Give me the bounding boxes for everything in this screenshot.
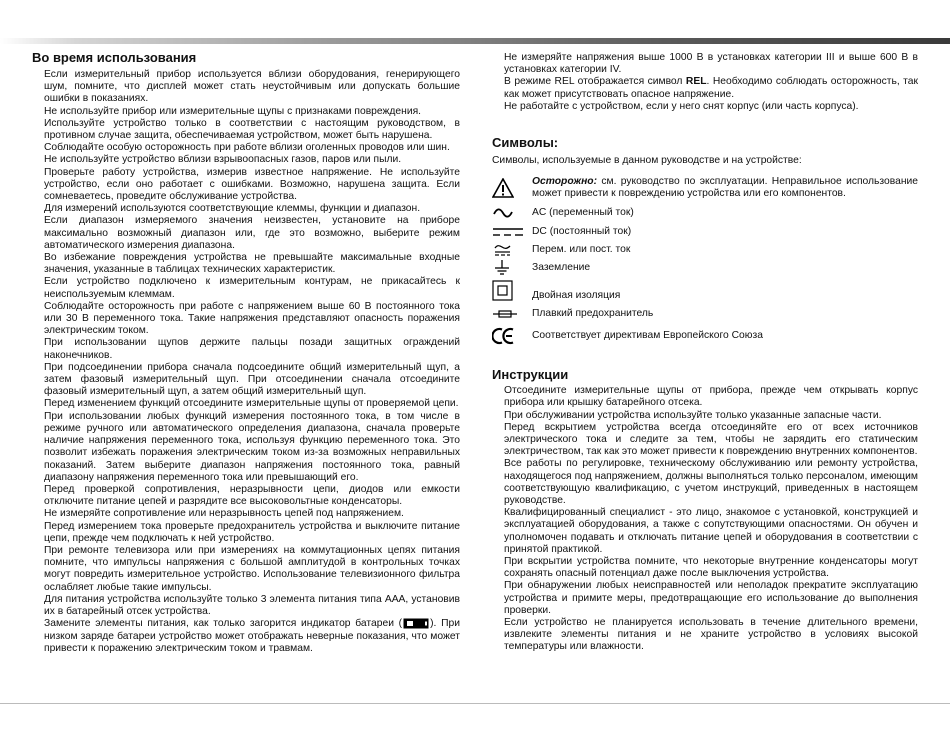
instruction-paragraph: Отсоедините измерительные щупы от прибора, прежде чем открывать корпус прибора или крышку батарейного отсека. bbox=[504, 385, 918, 409]
section-heading-usage: Во время использования bbox=[32, 50, 197, 65]
instruction-paragraph: Перед вскрытием устройства всегда отсоединяйте его от всех источников электрического тока и следите за тем, чтобы не зарядить его статическим электричеством, так как это может привести к повреждению внутренних компонентов. bbox=[504, 421, 918, 458]
instruction-paragraph: Все работы по регулировке, техническому обслуживанию или ремонту устройства, находящегося под напряжением, должны выполняться только персоналом, имеющим соответствующую квалификацию, с учетом инструкций, приведенных в настоящем руководстве. bbox=[504, 458, 918, 507]
instruction-paragraph: При обнаружении любых неисправностей или неполадок прекратите эксплуатацию устройства и примите меры, предотвращающие его использование до выполнения проверки. bbox=[504, 580, 918, 616]
right-column bbox=[492, 52, 918, 654]
symbol-row bbox=[492, 223, 918, 241]
usage-paragraph: Используйте устройство только в соответствии с настоящим руководством, в противном случае защита, обеспечиваемая устройством, может быть нарушена. bbox=[44, 117, 460, 142]
warning-triangle-icon bbox=[492, 173, 532, 203]
symbol-label: Плавкий предохранитель bbox=[532, 308, 654, 320]
battery-low-icon bbox=[403, 618, 429, 629]
symbol-row bbox=[492, 241, 918, 259]
instruction-paragraph: Квалифицированный специалист - это лицо, знакомое с установкой, конструкцией и эксплуатацией оборудования, а также с сопутствующими опасностями. Он обучен и уполномочен подавать и отключать питание цепей и оборудования в соответствии с принятой практикой. bbox=[504, 507, 918, 555]
rel-symbol: REL bbox=[685, 76, 707, 88]
usage-paragraph: Перед изменением функций отсоедините измерительные щупы от проверяемой цепи. bbox=[44, 398, 459, 410]
voltage-paragraph: Не измеряйте напряжения выше 1000 В в установках категории III и выше 600 В в установках категории IV. bbox=[504, 52, 918, 76]
left-column bbox=[32, 50, 460, 655]
warning-text: см. руководство по эксплуатации. Неправильное использование может привести к повреждению устройства или его компонентов. bbox=[532, 176, 918, 200]
ce-mark-icon bbox=[492, 323, 532, 349]
usage-paragraph: Не используйте прибор или измерительные щупы с признаками повреждения. bbox=[44, 105, 422, 117]
ac-dc-icon bbox=[492, 241, 532, 259]
usage-paragraph: Для питания устройства используйте только 3 элемента питания типа AAA, установив их в батарейный отсек устройства. bbox=[44, 593, 460, 617]
symbol-row bbox=[492, 305, 918, 323]
rel-paragraph bbox=[492, 76, 918, 100]
instructions-paragraphs bbox=[492, 385, 918, 653]
instruction-paragraph: При вскрытии устройства помните, что некоторые внутренние конденсаторы могут сохранять опасный потенциал даже после выключения устройства. bbox=[504, 556, 918, 580]
symbols-intro: Символы, используемые в данном руководстве и на устройстве: bbox=[492, 155, 802, 167]
header-gradient-bar bbox=[0, 38, 950, 44]
symbol-row bbox=[492, 203, 918, 223]
rel-text-before: В режиме REL отображается символ bbox=[504, 76, 686, 88]
symbol-row bbox=[492, 323, 918, 349]
usage-paragraph: Перед проверкой сопротивления, неразрывности цепи, диодов или емкости отключите питание цепей и разрядите все высоковольтные конденсаторы. bbox=[44, 483, 460, 508]
symbol-label: Перем. или пост. ток bbox=[532, 244, 631, 256]
symbol-label: DC (постоянный ток) bbox=[532, 226, 632, 238]
usage-paragraph: Не измеряйте сопротивление или неразрывность цепей под напряжением. bbox=[44, 508, 404, 520]
warning-label: Осторожно: bbox=[532, 176, 598, 188]
symbol-row bbox=[492, 277, 918, 305]
usage-paragraph: Во избежание повреждения устройства не превышайте максимальные входные значения, указанные в таблицах технических характеристик. bbox=[44, 252, 460, 276]
usage-paragraphs bbox=[32, 69, 460, 655]
symbol-label: Заземление bbox=[532, 262, 591, 274]
symbol-label: Двойная изоляция bbox=[532, 290, 621, 302]
fuse-icon bbox=[492, 305, 532, 323]
usage-paragraph: Если диапазон измеряемого значения неизвестен, установите на приборе максимально возможный диапазон или, где это возможно, выберите режим автоматического измерения диапазона. bbox=[44, 215, 460, 251]
section-heading-symbols: Символы: bbox=[492, 135, 559, 151]
usage-paragraph: Соблюдайте осторожность при работе с напряжением выше 60 В постоянного тока или 30 В переменного тока. Такие напряжения представляют опасность поражения электрическим током. bbox=[44, 300, 460, 337]
ac-icon bbox=[492, 203, 532, 223]
usage-paragraph: При ремонте телевизора или при измерениях на коммутационных цепях питания помните, что импульсы напряжения с большой амплитудой в контрольных точках могут повредить измерительное устройство. Использование телевизионного фильтра ослабляет любые такие импульсы. bbox=[44, 544, 460, 593]
instruction-paragraph: При обслуживании устройства используйте только указанные запасные части. bbox=[504, 409, 882, 421]
instruction-paragraph: Если устройство не планируется использовать в течение длительного времени, извлеките элементы питания и не храните устройство в условиях высокой температуры или влажности. bbox=[504, 617, 918, 653]
symbol-label: AC (переменный ток) bbox=[532, 207, 634, 219]
usage-paragraph: При использовании щупов держите пальцы позади защитных ограждений наконечников. bbox=[44, 337, 460, 361]
usage-paragraph: Соблюдайте особую осторожность при работе вблизи оголенных проводов или шин. bbox=[44, 142, 450, 154]
rel-text-after: . Необходимо соблюдать осторожность, так как может присутствовать опасное напряжение. bbox=[504, 76, 918, 100]
battery-text-after: ). При низком заряде батареи устройство может отображать неверные показания, что может привести к поражению электрическим током и травмам. bbox=[44, 618, 461, 654]
symbol-row bbox=[492, 259, 918, 277]
symbol-label: Соответствует директивам Европейского Союза bbox=[532, 330, 763, 342]
battery-text-before: Замените элементы питания, как только загорится индикатор батареи ( bbox=[44, 618, 403, 630]
battery-paragraph bbox=[32, 618, 460, 655]
usage-paragraph: При использовании любых функций измерения постоянного тока, в том числе в режиме ручного или автоматического определения диапазона, сначала проверьте наличие напряжения переменного тока, используя функцию переменного тока. Это позволит избежать поражения электрическим током из-за возможных неправильных показаний. Затем выберите диапазон напряжения постоянного тока, равный диапазону напряжения переменного тока или превышающий его. bbox=[44, 410, 460, 483]
symbol-row-warning bbox=[492, 173, 918, 203]
usage-paragraph: Не используйте устройство вблизи взрывоопасных газов, паров или пыли. bbox=[44, 154, 402, 166]
footer-divider bbox=[0, 703, 950, 704]
section-heading-instructions: Инструкции bbox=[492, 367, 569, 383]
usage-paragraph: Если измерительный прибор используется вблизи оборудования, генерирующего шум, помните, что дисплей может стать неустойчивым или допускать большие ошибки в показаниях. bbox=[44, 69, 460, 105]
usage-paragraph: Для измерений используются соответствующие клеммы, функции и диапазон. bbox=[44, 203, 421, 215]
usage-paragraph: Перед измерением тока проверьте предохранитель устройства и выключите питание цепи, прежде чем подключать к ней устройство. bbox=[44, 520, 460, 544]
usage-paragraph: При подсоединении прибора сначала подсоедините общий измерительный щуп, а затем фазовый измерительный щуп. При отсоединении сначала отсоедините фазовый измерительный щуп, а затем общий измерительный щуп. bbox=[44, 361, 460, 398]
usage-paragraph: Проверьте работу устройства, измерив известное напряжение. Не используйте устройство, если оно работает с ошибками. Возможно, нарушена защита. Если сомневаетесь, проведите обслуживание устройства. bbox=[44, 166, 460, 203]
ground-icon bbox=[492, 259, 532, 277]
voltage-paragraphs bbox=[492, 52, 918, 113]
symbols-table bbox=[492, 173, 918, 349]
double-insulation-icon bbox=[492, 277, 532, 305]
case-paragraph: Не работайте с устройством, если у него снят корпус (или часть корпуса). bbox=[504, 100, 859, 112]
dc-icon bbox=[492, 223, 532, 241]
usage-paragraph: Если устройство подключено к измерительным контурам, не прикасайтесь к неиспользуемым клеммам. bbox=[44, 276, 460, 300]
